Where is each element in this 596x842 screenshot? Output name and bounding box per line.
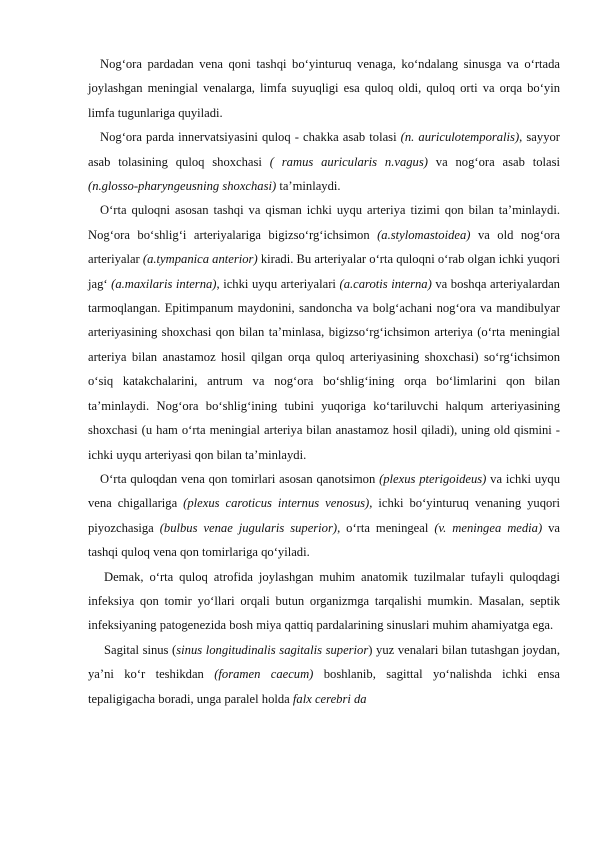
latin-term: (n.glosso-pharyngeusning shoxchasi) [88,179,277,194]
text-run: , o‘rta meningeal [337,520,435,535]
latin-term: falx cerebri da [292,691,367,706]
latin-term: sinus longitudinalis sagitalis superior [176,642,369,657]
latin-term: (n. auriculotemporalis) [400,130,520,145]
latin-term: (a.stylomastoidea) [377,227,471,242]
latin-term: (a.maxilaris interna) [111,276,217,291]
text-run: O‘rta quloqni asosan tashqi va qisman ichki uyqu arteriya tizimi qon bilan ta’minlaydi. Nog‘ora bo‘shlig‘i arteriyalariga bigizso‘rg‘ichsimon [88,203,560,242]
paragraph-5 [88,565,560,638]
latin-term: (foramen caecum) [214,667,314,682]
paragraph-6 [88,638,560,711]
text-run: Nog‘ora pardadan vena qoni tashqi bo‘yinturuq venaga, ko‘ndalang sinusga va o‘rtada joylashgan meningial venalarga, limfa suyuqligi esa quloq oldi, quloq orti va orqa bo‘yin limfa tugunlariga quyiladi. [88,57,560,120]
text-run: kiradi. Bu arteriyalar o‘rta quloqni o‘rab olgan ichki yuqori jag‘ [88,252,560,291]
text-run: Sagital sinus ( [104,642,177,657]
text-run: , sayyor asab tolasining quloq shoxchasi [88,130,560,169]
text-run: ) yuz venalari bilan tutashgan joydan, ya’ni ko‘r teshikdan [88,642,561,682]
text-run: va boshqa arteriyalardan tarmoqlangan. Epitimpanum maydonini, sandoncha va bolg‘achani nog‘ora va mandibulyar arteriyasining shoxchasi qon bilan ta’minlasa, bigizso‘rg‘ichsimon arteriya (o‘rta meningial arteriya bilan anastamoz hosil qilgan orqa quloq arteriyasining shoxchasi) so‘rg‘ichsimon o‘siq katakchalarini, antrum va nog‘ora bo‘shlig‘ining orqa bo‘limlarini qon bilan ta’minlaydi. Nog‘ora bo‘shlig‘ining tubini yuqoriga ko‘tariluvchi halqum arteriyasining shoxchasi (u ham o‘rta meningial arteriya bilan anastamoz hosil qiladi), uning old qismini - ichki uyqu arteriyasi qon bilan ta’minlaydi. [88,276,560,462]
latin-term: (a.tympanica anterior) [142,252,258,267]
latin-term: (v. meningea media) [434,520,543,535]
latin-term: (a.carotis interna) [339,276,432,291]
text-run: va ichki uyqu vena chigallariga [88,471,561,511]
latin-term: (plexus caroticus internus venosus), [183,496,373,511]
latin-term: (plexus pterigoideus) [379,471,487,486]
paragraph-1 [88,52,560,125]
text-run: va nog‘ora asab tolasi [427,154,560,169]
text-run: va tashqi quloq vena qon tomirlariga qo‘yiladi. [88,520,561,560]
text-run: O‘rta quloqdan vena qon tomirlari asosan qanotsimon [100,471,380,486]
text-run: ichki bo‘yinturuq venaning yuqori piyozchasiga [88,496,560,535]
paragraph-4 [88,467,560,565]
text-run: Nog‘ora parda innervatsiyasini quloq - chakka asab tolasi [100,130,401,145]
text-run: va old nog‘ora arteriyalar [88,227,560,267]
text-run: ta’minlaydi. [276,179,341,194]
latin-term: (bulbus venae jugularis superior) [159,520,338,535]
body-text [88,52,560,711]
paragraph-3 [88,198,560,466]
text-run: boshlanib, sagittal yo‘nalishda ichki ensa tepaligigacha boradi, unga paralel holda [88,667,560,706]
latin-term: ( ramus auricularis n.vagus) [269,154,428,169]
text-run: Demak, o‘rta quloq atrofida joylashgan muhim anatomik tuzilmalar tufayli quloqdagi infeksiya qon tomir yo‘llari orqali butun organizmga tarqalishi mumkin. Masalan, septik infeksiyaning patogenezida bosh miya qattiq pardalarining sinuslari muhim ahamiyatga ega. [88,569,560,633]
text-run: , ichki uyqu arteriyalari [216,276,340,291]
paragraph-2 [88,125,560,198]
